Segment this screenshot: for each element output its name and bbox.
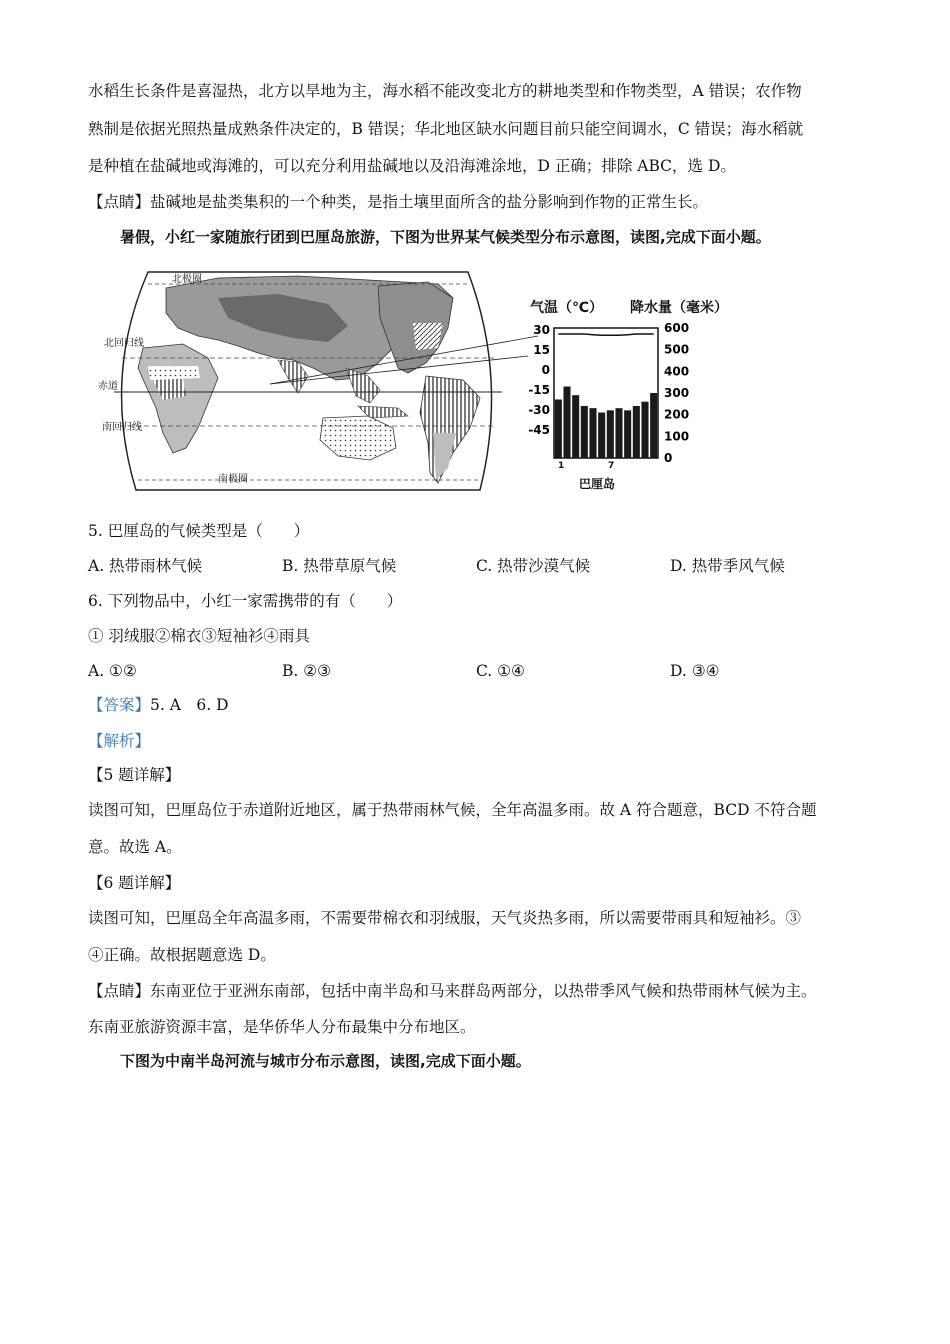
- antarctic-circle-label: 南极圈: [218, 474, 248, 485]
- climate-chart: [528, 299, 728, 491]
- precipitation-bar: [555, 400, 562, 459]
- chart-title-temperature: 气温（℃）: [530, 300, 603, 316]
- precipitation-bar: [589, 408, 596, 458]
- x-tick-label: 1: [558, 461, 565, 471]
- climate-figure: [98, 268, 748, 496]
- tip-tag: 【点睛】: [88, 982, 151, 1000]
- tip-line: [88, 191, 868, 213]
- arctic-circle-label: 北极圈: [172, 274, 202, 285]
- detail-6-heading: 【6 题详解】: [88, 874, 181, 892]
- question-6-stem: 6. 下列物品中，小红一家需携带的有（ ）: [88, 592, 403, 610]
- precipitation-bar: [581, 406, 588, 458]
- world-map-and-chart: [98, 268, 748, 496]
- question-5-stem: 5. 巴厘岛的气候类型是（ ）: [88, 522, 310, 540]
- precipitation-bar: [572, 395, 579, 458]
- left-tick-label: 15: [533, 343, 550, 357]
- detail-6-line: ④正确。故根据题意选 D。: [88, 946, 276, 964]
- q6-option-a: A. ①②: [88, 662, 137, 680]
- q5-option-d: D. 热带季风气候: [670, 557, 785, 575]
- answer-line: [88, 694, 868, 716]
- precipitation-bar: [607, 410, 614, 458]
- africa-savanna: [148, 366, 200, 380]
- right-tick-label: 100: [664, 429, 690, 444]
- right-tick-label: 200: [664, 407, 690, 422]
- right-tick-label: 0: [664, 451, 673, 465]
- detail-5-line: 意。故选 A。: [88, 838, 182, 856]
- detail-5-line: 读图可知，巴厘岛位于赤道附近地区，属于热带雨林气候，全年高温多雨。故 A 符合题意，BCD 不符合题: [88, 801, 817, 819]
- q5-option-a: A. 热带雨林气候: [88, 557, 203, 575]
- precipitation-bar: [650, 393, 657, 458]
- question-intro-2: 下图为中南半岛河流与城市分布示意图，读图,完成下面小题。: [120, 1052, 531, 1070]
- chart-caption: 巴厘岛: [579, 477, 616, 491]
- tip-2-line: [88, 980, 868, 1002]
- right-tick-label: 500: [664, 342, 690, 357]
- tip-tag: 【点睛】: [88, 193, 151, 211]
- q6-option-c: C. ①④: [476, 662, 525, 680]
- left-tick-label: -15: [528, 383, 550, 397]
- tropic-capricorn-label: 南回归线: [102, 422, 142, 433]
- detail-6-line: 读图可知，巴厘岛全年高温多雨，不需要带棉衣和羽绒服，天气炎热多雨，所以需要带雨具和短袖衫。③: [88, 909, 802, 927]
- x-tick-label: 7: [608, 461, 615, 471]
- paragraph-line: 是种植在盐碱地或海滩的，可以充分利用盐碱地以及沿海滩涂地，D 正确；排除 ABC，选 D。: [88, 157, 736, 175]
- q5-option-c: C. 热带沙漠气候: [476, 557, 591, 575]
- world-map: [98, 272, 538, 490]
- precipitation-bar: [598, 413, 605, 459]
- tip-2-line: 东南亚旅游资源丰富，是华侨华人分布最集中分布地区。: [88, 1018, 476, 1036]
- answer-tag: 【答案】: [88, 696, 151, 714]
- left-tick-label: 30: [533, 323, 550, 337]
- detail-5-heading: 【5 题详解】: [88, 766, 181, 784]
- answer-text: 5. A 6. D: [150, 696, 229, 714]
- left-tick-label: 0: [541, 363, 550, 377]
- question-6-items: ① 羽绒服②棉衣③短袖衫④雨具: [88, 627, 310, 645]
- precipitation-bar: [563, 387, 570, 459]
- left-tick-label: -45: [528, 423, 550, 437]
- right-tick-label: 600: [664, 321, 690, 335]
- right-tick-label: 400: [664, 364, 690, 379]
- tip-text: 东南亚位于亚洲东南部，包括中南半岛和马来群岛两部分，以热带季风气候和热带雨林气候为主。: [150, 982, 817, 1000]
- tropic-cancer-label: 北回归线: [104, 338, 144, 349]
- paragraph-line: 熟制是依据光照热量成熟条件决定的，B 错误；华北地区缺水问题目前只能空间调水，C 错误；海水稻就: [88, 120, 804, 138]
- paragraph-line: 水稻生长条件是喜湿热，北方以旱地为主，海水稻不能改变北方的耕地类型和作物类型，A 错误；农作物: [88, 82, 802, 100]
- question-intro: 暑假，小红一家随旅行团到巴厘岛旅游，下图为世界某气候类型分布示意图，读图,完成下面小题。: [120, 228, 771, 246]
- equator-label: 赤道: [98, 381, 118, 392]
- q6-option-d: D. ③④: [670, 662, 720, 680]
- right-tick-label: 300: [664, 386, 690, 400]
- left-tick-label: -30: [528, 403, 550, 417]
- precipitation-bar: [641, 402, 648, 458]
- precipitation-bar: [633, 406, 640, 458]
- analysis-tag: 【解析】: [88, 732, 151, 750]
- precipitation-bar: [615, 408, 622, 458]
- q5-option-b: B. 热带草原气候: [282, 557, 397, 575]
- tip-text: 盐碱地是盐类集积的一个种类，是指土壤里面所含的盐分影响到作物的正常生长。: [150, 193, 709, 211]
- precipitation-bar: [624, 410, 631, 458]
- q6-option-b: B. ②③: [282, 662, 332, 680]
- chart-title-precipitation: 降水量（毫米）: [630, 300, 728, 316]
- chart-left-axis: [528, 323, 550, 437]
- chart-right-axis: [664, 321, 689, 465]
